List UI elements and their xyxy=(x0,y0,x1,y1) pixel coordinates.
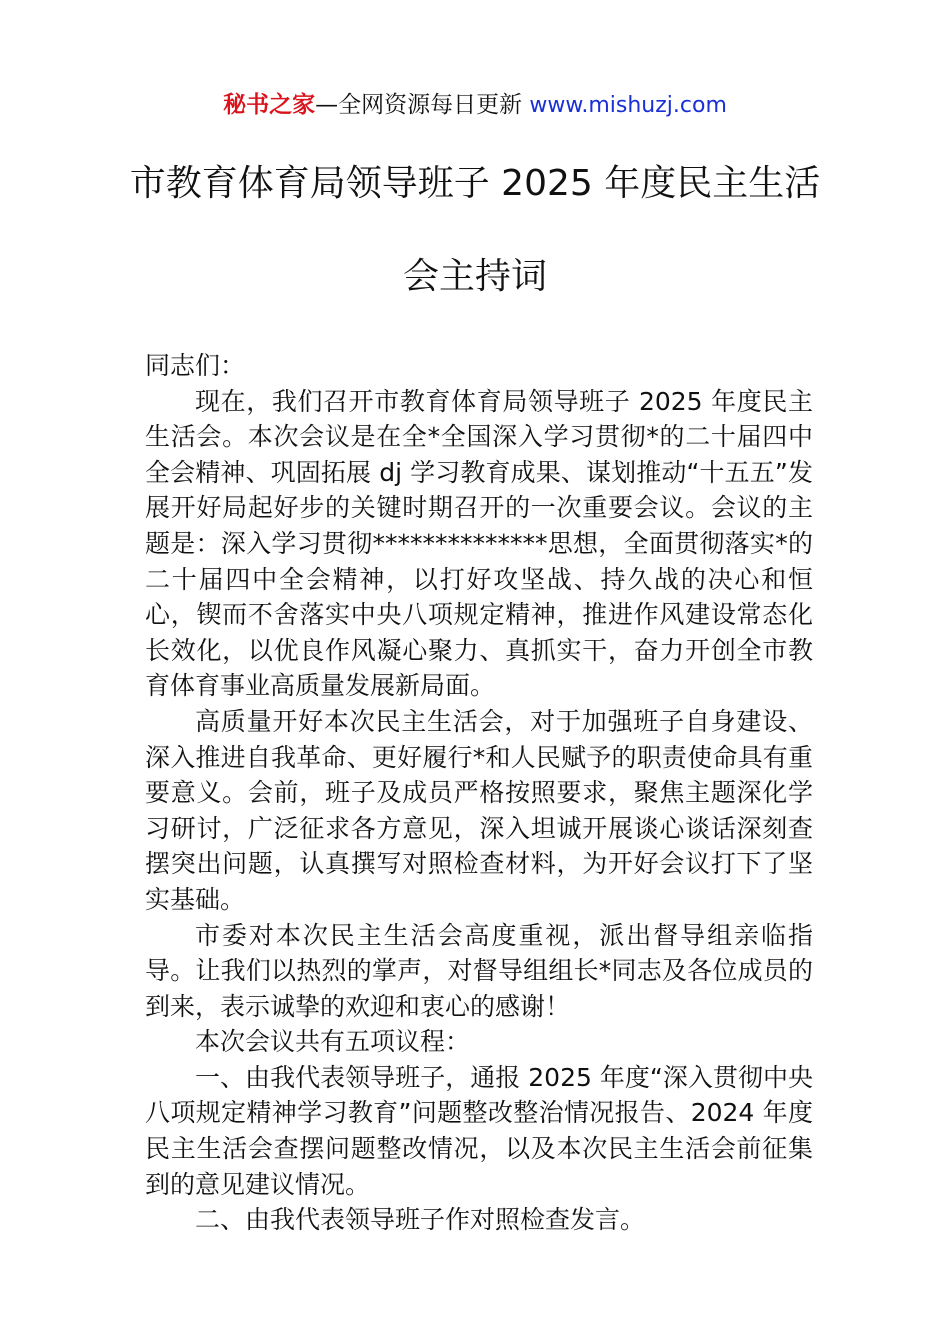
title-line-2: 会主持词 xyxy=(402,256,547,297)
paragraph: 市委对本次民主生活会高度重视，派出督导组亲临指导。让我们以热烈的掌声，对督导组组长*同志及各位成员的到来，表示诚挚的欢迎和衷心的感谢！ xyxy=(145,920,813,1021)
header-slogan: —全网资源每日更新 xyxy=(315,92,530,118)
paragraph: 高质量开好本次民主生活会，对于加强班子自身建设、深入推进自我革命、更好履行*和人民赋予的职责使命具有重要意义。会前，班子及成员严格按照要求，聚焦主题深化学习研讨，广泛征求各方意见，深入坦诚开展谈心谈话深刻查摆突出问题，认真撰写对照检查材料，为开好会议打下了坚实基础。 xyxy=(145,706,813,914)
document-body xyxy=(145,348,813,1238)
site-url-link[interactable]: www.mishuzj.com xyxy=(529,93,727,118)
greeting: 同志们： xyxy=(145,351,246,380)
brand-name: 秘书之家 xyxy=(223,92,316,118)
title-line-1: 市教育体育局领导班子 2025 年度民主生活 xyxy=(129,163,821,204)
paragraph: 一、由我代表领导班子，通报 2025 年度“深入贯彻中央八项规定精神学习教育”问题整改整治情况报告、2024 年度民主生活会查摆问题整改情况，以及本次民主生活会前征集到的意见建议情况。 xyxy=(145,1062,813,1199)
document-title xyxy=(100,160,850,300)
site-header xyxy=(0,88,950,123)
paragraph: 现在，我们召开市教育体育局领导班子 2025 年度民主生活会。本次会议是在全*全国深入学习贯彻*的二十届四中全会精神、巩固拓展 dj 学习教育成果、谋划推动“十五五”发展开好局起好步的关键时期召开的一次重要会议。会议的主题是：深入学习贯彻**************思想，全面贯彻落实*的二十届四中全会精神，以打好攻坚战、持久战的决心和恒心，锲而不舍落实中央八项规定精神，推进作风建设常态化长效化，以优良作风凝心聚力、真抓实干，奋力开创全市教育体育事业高质量发展新局面。 xyxy=(145,386,813,701)
paragraph: 二、由我代表领导班子作对照检查发言。 xyxy=(195,1205,646,1235)
paragraph: 本次会议共有五项议程： xyxy=(195,1027,471,1057)
